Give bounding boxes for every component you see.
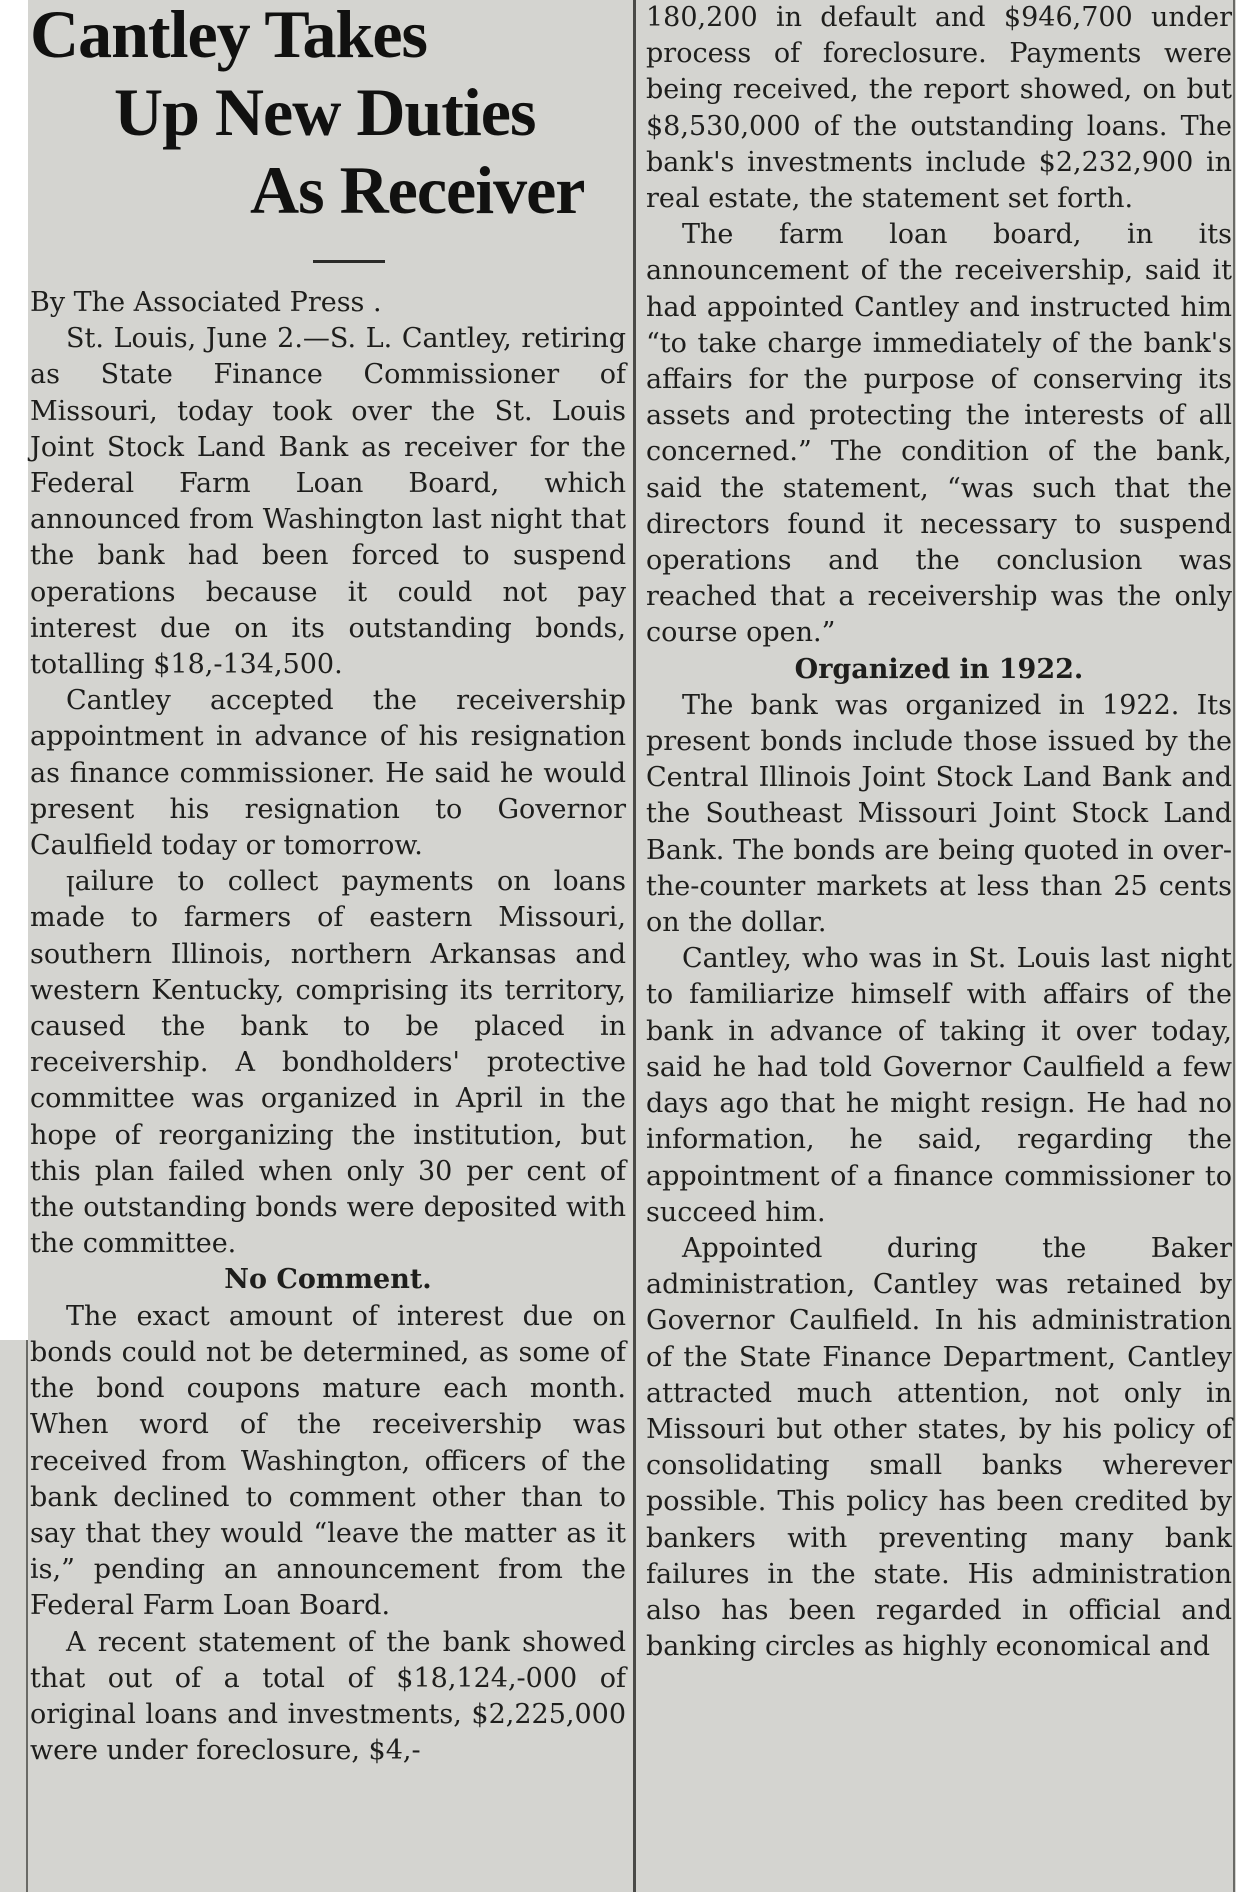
article-column-left (30, 0, 626, 1769)
headline-divider (313, 260, 385, 263)
paragraph-cantley-night: Cantley, who was in St. Louis last night to familiarize himself with affairs of the bank in advance of taking it over today, said he had told Governor Caulfield a few days ago that he might resign. He had no information, he said, regarding the appointment of a finance commissioner to succeed him. (646, 943, 1232, 1228)
paragraph-appointment: Cantley accepted the receivership appointment in advance of his resignation as finance commissioner. He said he would present his resignation to Governor Caulfield today or tomorrow. (30, 685, 626, 862)
subhead-no-comment: No Comment. (224, 1264, 432, 1296)
headline-line-2: Up New Duties (114, 74, 536, 150)
paragraph-statement: A recent statement of the bank showed that out of a total of $18,124,-000 of original loans and investments, $2,225,000 were under foreclosure, $4,- (30, 1626, 626, 1767)
article-column-right (646, 0, 1232, 1665)
headline-line-1: Cantley Takes (30, 0, 427, 72)
page-margin (0, 0, 28, 1340)
headline-line-3: As Receiver (250, 152, 585, 228)
subhead-organized: Organized in 1922. (794, 653, 1084, 685)
paragraph-organized: The bank was organized in 1922. Its present bonds include those issued by the Central Illinois Joint Stock Land Bank and the Southeast Missouri Joint Stock Land Bank. The bonds are being quoted in over-the-counter markets at less than 25 cents on the dollar. (646, 689, 1232, 939)
paragraph-continued: 180,200 in default and $946,700 under process of foreclosure. Payments were being received, the report showed, on but $8,530,000 of the outstanding loans. The bank's investments include $2,232,900 in real estate, the statement set forth. (646, 2, 1232, 215)
page-margin-right (1236, 0, 1252, 1892)
paragraph-interest: The exact amount of interest due on bonds could not be determined, as some of the bond coupons mature each month. When word of the receivership was received from Washington, officers of the bank declined to comment other than to say that they would “leave the matter as it is,” pending an announcement from the Federal Farm Loan Board. (30, 1300, 626, 1622)
paragraph-dateline: St. Louis, June 2.—S. L. Cantley, retiring as State Finance Commissioner of Missouri, today took over the St. Louis Joint Stock Land Bank as receiver for the Federal Farm Loan Board, which announced from Washington last night that the bank had been forced to suspend operations because it could not pay interest due on its outstanding bonds, totalling $18,-134,500. (30, 323, 626, 681)
paragraph-failure: ꞁailure to collect payments on loans made to farmers of eastern Missouri, southern Illinois, northern Arkansas and western Kentucky, comprising its territory, caused the bank to be placed in receivership. A bondholders' protective committee was organized in April in the hope of reorganizing the institution, but this plan failed when only 30 per cent of the outstanding bonds were deposited with the committee. (30, 866, 626, 1260)
paragraph-baker-administration: Appointed during the Baker administration, Cantley was retained by Governor Caulfield. In his administration of the State Finance Department, Cantley attracted much attention, not only in Missouri but other states, by his policy of consolidating small banks wherever possible. This policy has been credited by bankers with preventing many bank failures in the state. His administration also has been regarded in official and banking circles as highly economical and (646, 1232, 1232, 1663)
left-column-rule (26, 1340, 28, 1892)
byline: By The Associated Press . (30, 287, 382, 318)
paragraph-farm-loan-board: The farm loan board, in its announcement of the receivership, said it had appointed Cantley and instructed him “to take charge immediately of the bank's affairs for the purpose of conserving its assets and protecting the interests of all concerned.” The condition of the bank, said the statement, “was such that the directors found it necessary to suspend operations and the conclusion was reached that a receivership was the only course open.” (646, 219, 1232, 649)
column-divider (633, 0, 636, 1892)
right-column-rule (1233, 0, 1235, 1892)
